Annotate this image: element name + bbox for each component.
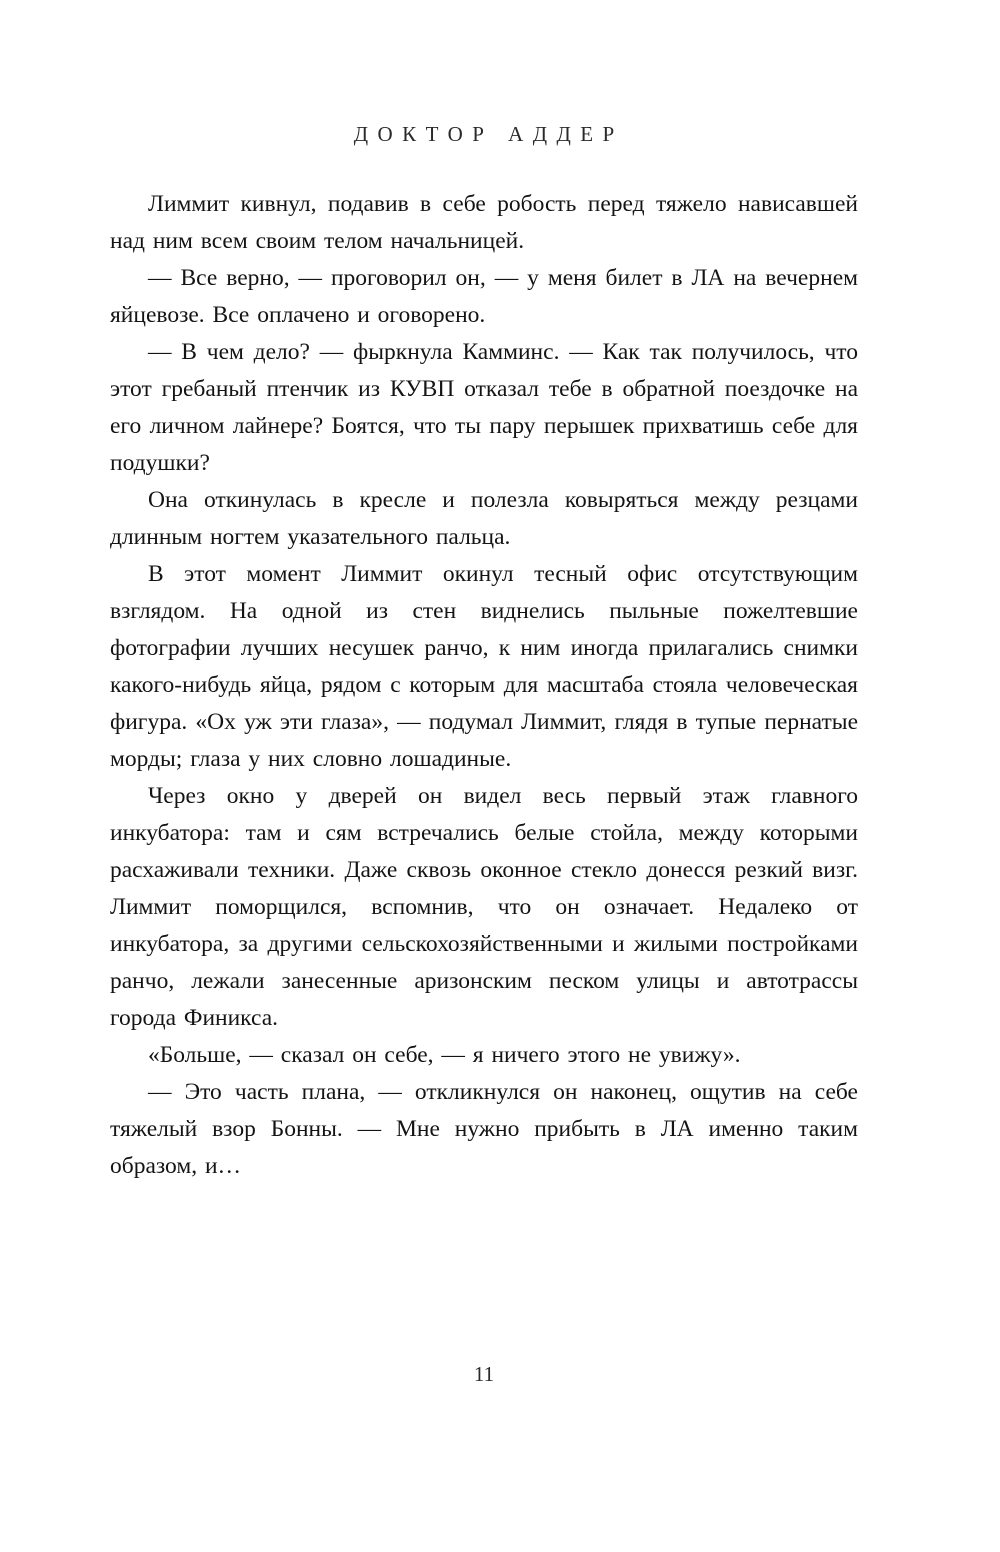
- paragraph: «Больше, — сказал он себе, — я ничего этого не увижу».: [148, 1042, 741, 1068]
- paragraph: — В чем дело? — фыркнула Камминс. — Как так получилось, что этот гребаный птенчик из КУВП отказал тебе в обратной поездочке на его личном лайнере? Боятся, что ты пару перышек прихватишь себе для подушки?: [110, 339, 858, 476]
- paragraph: — Все верно, — проговорил он, — у меня билет в ЛА на вечернем яйцевозе. Все оплачено и оговорено.: [110, 265, 858, 328]
- paragraph: Лиммит кивнул, подавив в себе робость перед тяжело нависавшей над ним всем своим телом начальницей.: [110, 191, 858, 254]
- page-number: 11: [473, 1362, 495, 1386]
- paragraph: Она откинулась в кресле и полезла ковыряться между резцами длинным ногтем указательного пальца.: [110, 487, 858, 550]
- paragraph: Через окно у дверей он видел весь первый этаж главного инкубатора: там и сям встречались белые стойла, между которыми расхаживали техники. Даже сквозь оконное стекло донесся резкий визг. Лиммит поморщился, вспомнив, что он означает. Недалеко от инкубатора, за другими сельскохозяйственными и жилыми постройками ранчо, лежали занесенные аризонским песком улицы и автотрассы города Финикса.: [110, 783, 858, 1031]
- paragraph: В этот момент Лиммит окинул тесный офис отсутствующим взглядом. На одной из стен виднелись пыльные пожелтевшие фотографии лучших несушек ранчо, к ним иногда прилагались снимки какого-нибудь яйца, рядом с которым для масштаба стояла человеческая фигура. «Ох уж эти глаза», — подумал Лиммит, глядя в тупые пернатые морды; глаза у них словно лошадиные.: [110, 561, 858, 772]
- paragraph: — Это часть плана, — откликнулся он наконец, ощутив на себе тяжелый взор Бонны. — Мне нужно прибыть в ЛА именно таким образом, и…: [110, 1079, 858, 1179]
- body-text: [110, 186, 858, 1185]
- running-head: ДОКТОР АДДЕР: [353, 122, 624, 146]
